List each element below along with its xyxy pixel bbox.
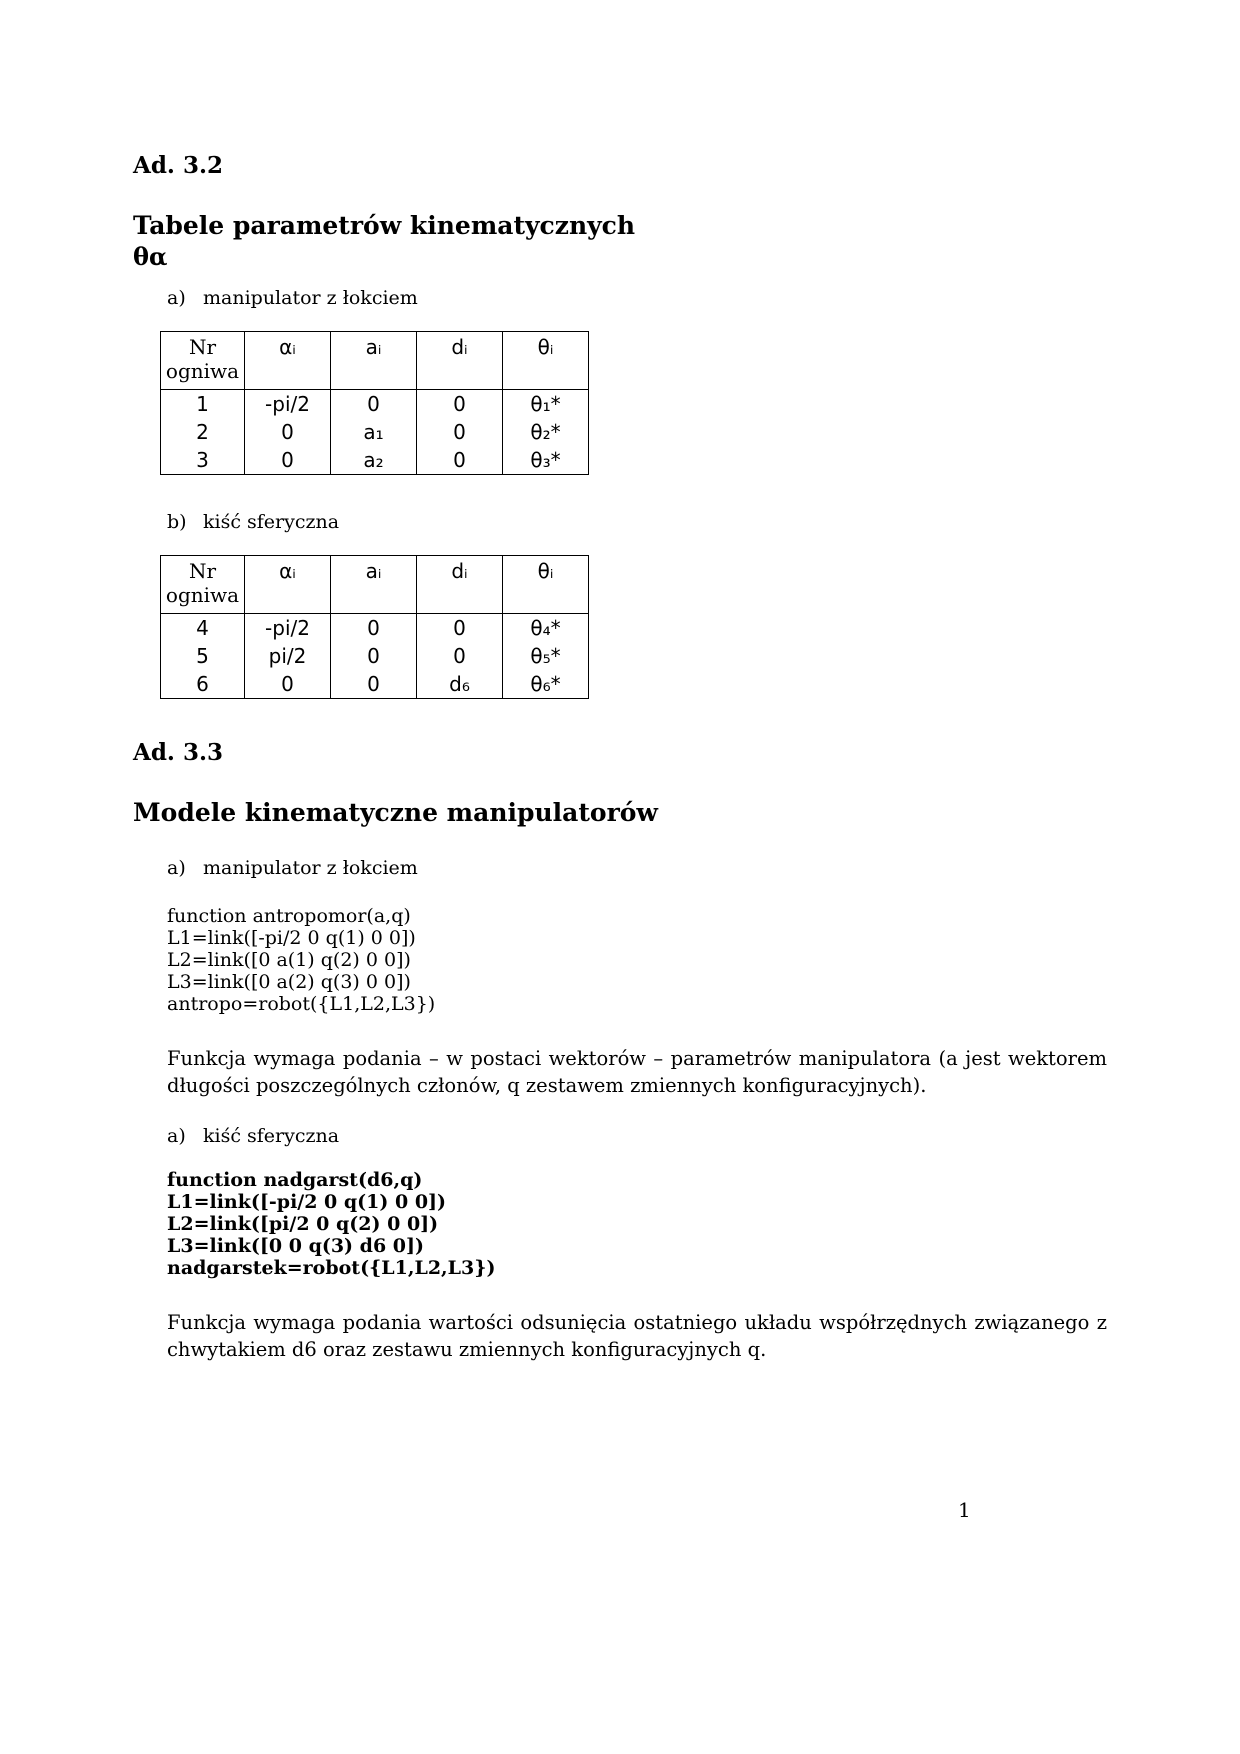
cell-d: 0 bbox=[417, 446, 503, 475]
cell-a: 0 bbox=[331, 670, 417, 699]
kinematic-table-elbow bbox=[160, 331, 589, 475]
cell-alpha: -pi/2 bbox=[245, 614, 331, 643]
cell-a: 0 bbox=[331, 390, 417, 419]
cell-a: 0 bbox=[331, 642, 417, 670]
code-line: function nadgarst(d6,q) bbox=[167, 1169, 423, 1191]
cell-a: a₁ bbox=[331, 418, 417, 446]
section-title-kinematic-models: Modele kinematyczne manipulatorów bbox=[133, 798, 658, 827]
section-heading-ad33: Ad. 3.3 bbox=[133, 739, 223, 766]
paragraph-antropomor-description: Funkcja wymaga podania – w postaci wektorów – parametrów manipulatora (a jest wektorem długości poszczególnych członów, q zestawem zmiennych konfiguracyjnych). bbox=[167, 1047, 1107, 1097]
cell-alpha: 0 bbox=[245, 418, 331, 446]
list-item-text: manipulator z łokciem bbox=[203, 287, 418, 309]
table-row bbox=[161, 418, 589, 446]
list-marker: a) bbox=[167, 287, 186, 309]
cell-link-number: 5 bbox=[161, 642, 245, 670]
section-title-kinematic-tables: Tabele parametrów kinematycznych bbox=[133, 211, 636, 240]
theta-alpha-label: θα bbox=[133, 242, 168, 271]
col-header-d-i: dᵢ bbox=[417, 332, 503, 390]
kinematic-table-wrist bbox=[160, 555, 589, 699]
cell-d: 0 bbox=[417, 418, 503, 446]
cell-link-number: 1 bbox=[161, 390, 245, 419]
code-line: L1=link([-pi/2 0 q(1) 0 0]) bbox=[167, 1191, 447, 1213]
list-marker: a) bbox=[167, 857, 186, 879]
cell-a: 0 bbox=[331, 614, 417, 643]
section-heading-ad32: Ad. 3.2 bbox=[133, 152, 223, 179]
table-row bbox=[161, 614, 589, 643]
cell-theta: θ₁* bbox=[503, 390, 589, 419]
code-block-nadgarst bbox=[167, 1169, 1107, 1279]
code-line: L3=link([0 a(2) q(3) 0 0]) bbox=[167, 971, 411, 993]
table-header-row bbox=[161, 556, 589, 614]
list-item-a-spherical-wrist bbox=[167, 1125, 1107, 1147]
list-item-a-elbow-manipulator-2 bbox=[167, 857, 1107, 879]
col-header-alpha-i: αᵢ bbox=[245, 556, 331, 614]
cell-a: a₂ bbox=[331, 446, 417, 475]
col-header-d-i: dᵢ bbox=[417, 556, 503, 614]
cell-alpha: 0 bbox=[245, 446, 331, 475]
cell-alpha: -pi/2 bbox=[245, 390, 331, 419]
cell-theta: θ₅* bbox=[503, 642, 589, 670]
code-line: L1=link([-pi/2 0 q(1) 0 0]) bbox=[167, 927, 416, 949]
list-item-a-elbow-manipulator bbox=[167, 287, 1107, 309]
cell-d: 0 bbox=[417, 390, 503, 419]
cell-theta: θ₆* bbox=[503, 670, 589, 699]
code-block-antropomor bbox=[167, 905, 1107, 1015]
cell-d: d₆ bbox=[417, 670, 503, 699]
cell-alpha: pi/2 bbox=[245, 642, 331, 670]
cell-theta: θ₄* bbox=[503, 614, 589, 643]
list-marker: a) bbox=[167, 1125, 186, 1147]
list-item-b-spherical-wrist bbox=[167, 511, 1107, 533]
code-line: L2=link([0 a(1) q(2) 0 0]) bbox=[167, 949, 411, 971]
col-header-alpha-i: αᵢ bbox=[245, 332, 331, 390]
cell-link-number: 6 bbox=[161, 670, 245, 699]
cell-d: 0 bbox=[417, 642, 503, 670]
col-header-theta-i: θᵢ bbox=[503, 556, 589, 614]
cell-theta: θ₃* bbox=[503, 446, 589, 475]
code-line: function antropomor(a,q) bbox=[167, 905, 411, 927]
code-line: L2=link([pi/2 0 q(2) 0 0]) bbox=[167, 1213, 439, 1235]
list-item-text: kiść sferyczna bbox=[203, 1125, 340, 1147]
col-header-a-i: aᵢ bbox=[331, 332, 417, 390]
paragraph-nadgarst-description: Funkcja wymaga podania wartości odsunięcia ostatniego układu współrzędnych związanego z chwytakiem d6 oraz zestawu zmiennych konfiguracyjnych q. bbox=[167, 1311, 1107, 1361]
list-item-text: kiść sferyczna bbox=[203, 511, 340, 533]
code-line: L3=link([0 0 q(3) d6 0]) bbox=[167, 1235, 424, 1257]
cell-theta: θ₂* bbox=[503, 418, 589, 446]
table-row bbox=[161, 670, 589, 699]
list-marker: b) bbox=[167, 511, 187, 533]
cell-link-number: 4 bbox=[161, 614, 245, 643]
col-header-theta-i: θᵢ bbox=[503, 332, 589, 390]
table-header-row bbox=[161, 332, 589, 390]
col-header-a-i: aᵢ bbox=[331, 556, 417, 614]
col-header-nr-ogniwa: Nr ogniwa bbox=[161, 556, 245, 614]
table-row bbox=[161, 446, 589, 475]
table-row bbox=[161, 642, 589, 670]
code-line: antropo=robot({L1,L2,L3}) bbox=[167, 993, 436, 1015]
list-item-text: manipulator z łokciem bbox=[203, 857, 418, 879]
cell-alpha: 0 bbox=[245, 670, 331, 699]
code-line: nadgarstek=robot({L1,L2,L3}) bbox=[167, 1257, 496, 1279]
table-row bbox=[161, 390, 589, 419]
page-number: 1 bbox=[958, 1498, 971, 1522]
cell-d: 0 bbox=[417, 614, 503, 643]
col-header-nr-ogniwa: Nr ogniwa bbox=[161, 332, 245, 390]
cell-link-number: 3 bbox=[161, 446, 245, 475]
cell-link-number: 2 bbox=[161, 418, 245, 446]
